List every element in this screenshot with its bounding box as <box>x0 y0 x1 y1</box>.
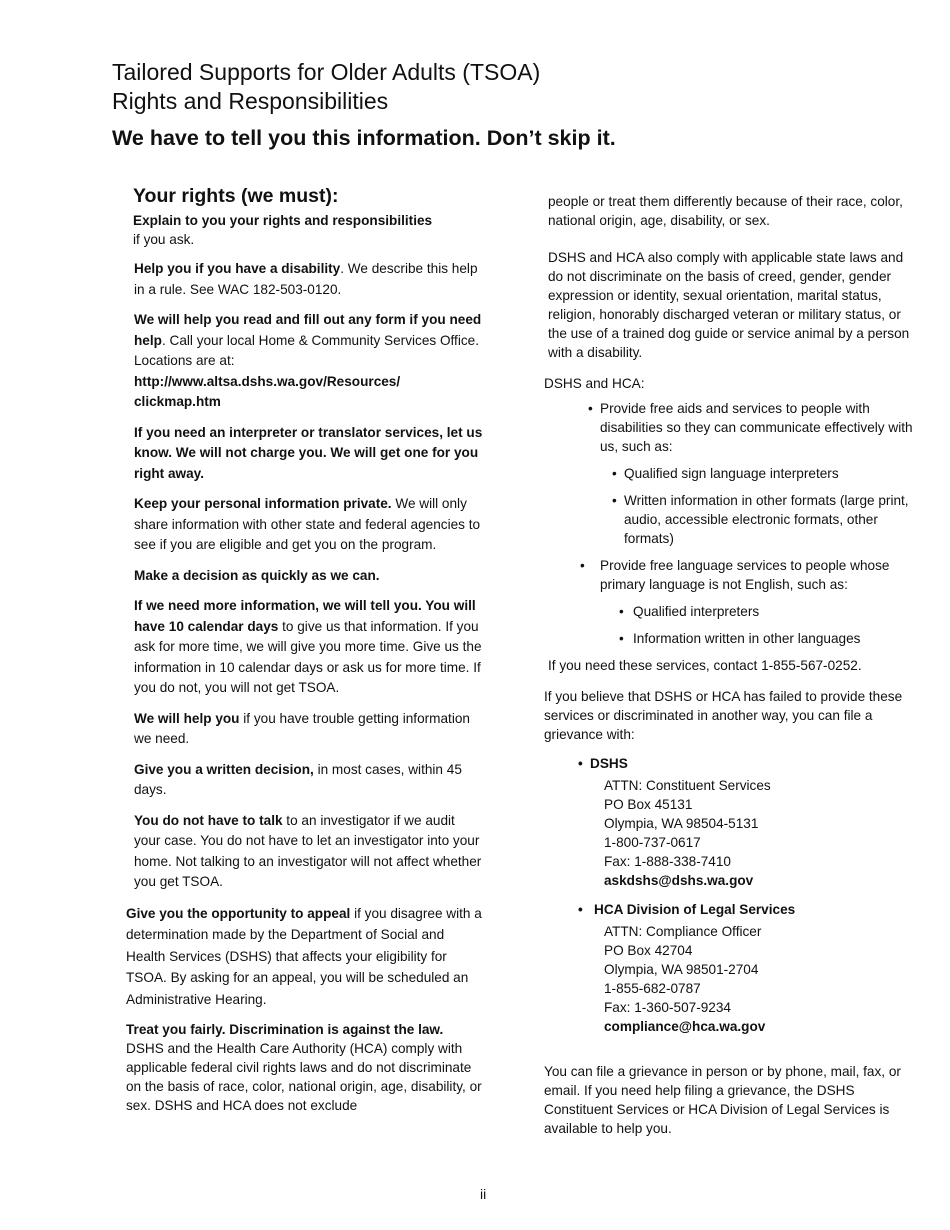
dshs-city: Olympia, WA 98504-5131 <box>604 816 759 831</box>
right-forms-bold: We will help you read and fill out any form if you need help <box>134 312 482 348</box>
hca-city: Olympia, WA 98501-2704 <box>604 962 759 977</box>
aids-subitem-text: Qualified sign language interpreters <box>624 466 839 481</box>
grievance-intro: If you believe that DSHS or HCA has failed to provide these services or discriminated in another way, you can file a grievance with: <box>544 689 903 742</box>
right-disability-rest: . We describe this help in a rule. See WAC 182-503-0120. <box>134 261 478 297</box>
contact-services: If you need these services, contact 1-855-567-0252. <box>548 658 862 673</box>
dshs-contact-block <box>604 776 916 890</box>
bullet-icon: • <box>619 631 624 646</box>
right-private <box>134 494 485 556</box>
language-list <box>580 556 916 594</box>
hca-fax: Fax: 1-360-507-9234 <box>604 1000 731 1015</box>
aids-sublist <box>612 464 916 548</box>
hca-po-box: PO Box 42704 <box>604 943 693 958</box>
right-decision-bold: Make a decision as quickly as we can. <box>134 567 380 583</box>
document-title-line-1: Tailored Supports for Older Adults (TSOA) <box>112 59 541 85</box>
language-subitem <box>619 602 916 621</box>
hca-contact-heading <box>578 900 916 919</box>
right-help-rest: if you have trouble getting information we need. <box>134 710 470 746</box>
bullet-icon: • <box>580 558 585 573</box>
dshs-contact-name: DSHS <box>590 756 628 771</box>
state-laws-paragraph: DSHS and HCA also comply with applicable state laws and do not discriminate on the basis of creed, gender, gender expression or identity, sexual orientation, marital status, religion, honorably discharged veteran or military status, or the use of a trained dog guide or service animal by a person with a disability. <box>548 250 910 360</box>
right-explain-bold: Explain to you your rights and responsibilities <box>133 213 433 228</box>
aids-subitem <box>612 491 916 548</box>
locations-url-line-1[interactable]: http://www.altsa.dshs.wa.gov/Resources/ <box>134 373 401 389</box>
right-appeal-rest: if you disagree with a determination made by the Department of Social and Health Services (DSHS) that affects your eligibility for TSOA. By asking for an appeal, you will be scheduled an Administrative Hearing. <box>126 905 482 1007</box>
rights-heading: Your rights (we must): <box>133 185 339 207</box>
language-subitem-text: Qualified interpreters <box>633 604 760 619</box>
dshs-phone: 1-800-737-0617 <box>604 835 701 850</box>
hca-attn: ATTN: Compliance Officer <box>604 924 762 939</box>
right-more-info-rest: to give us that information. If you ask for more time, we will give you more time. Give us the information in 10 calendar days or ask us for more time. If you do not, you will not get TSOA. <box>134 618 482 695</box>
right-interpreter <box>134 423 485 485</box>
right-help-bold: We will help you <box>134 710 240 726</box>
tagline: We have to tell you this information. Don’t skip it. <box>112 126 616 150</box>
hca-contact-block <box>604 922 916 1036</box>
rights-column <box>125 183 485 1125</box>
right-no-talk-bold: You do not have to talk <box>134 812 283 828</box>
right-more-info-bold: If we need more information, we will tell you. You will have 10 calendar days <box>134 598 476 634</box>
aids-subitem <box>612 464 916 483</box>
nondiscrimination-continued: people or treat them differently because of their race, color, national origin, age, disability, or sex. <box>548 194 903 228</box>
right-private-rest: We will only share information with other state and federal agencies to see if you are eligible and get you on the program. <box>134 496 481 552</box>
right-disability-bold: Help you if you have a disability <box>134 261 341 276</box>
right-help <box>134 709 485 750</box>
right-more-info <box>134 596 485 699</box>
language-subitem-text: Information written in other languages <box>633 631 861 646</box>
right-fair-treatment <box>126 1020 485 1115</box>
right-decision <box>134 566 485 587</box>
right-appeal <box>126 903 485 1011</box>
right-no-talk-rest: to an investigator if we audit your case. You do not have to let an investigator into your home. Not talking to an investigator will not affect whether you get TSOA. <box>134 812 482 889</box>
hca-phone: 1-855-682-0787 <box>604 981 701 996</box>
bullet-icon: • <box>612 466 617 481</box>
right-forms-rest: . Call your local Home & Community Services Office. Locations are at: <box>134 332 479 368</box>
language-item <box>580 556 916 594</box>
grievance-help: You can file a grievance in person or by phone, mail, fax, or email. If you need help filing a grievance, the DSHS Constituent Services or HCA Division of Legal Services is available to help you. <box>544 1064 901 1136</box>
dshs-contact-heading <box>578 754 916 773</box>
right-written-decision-rest: in most cases, within 45 days. <box>134 761 462 797</box>
right-appeal-bold: Give you the opportunity to appeal <box>126 905 351 921</box>
language-subitem <box>619 629 916 648</box>
hca-contact-name: HCA Division of Legal Services <box>594 902 796 917</box>
right-written-decision-bold: Give you a written decision, <box>134 761 314 777</box>
bullet-icon: • <box>619 604 624 619</box>
dshs-email-link[interactable]: askdshs@dshs.wa.gov <box>604 873 754 888</box>
aids-text: Provide free aids and services to people with disabilities so they can communicate effectively with us, such as: <box>600 401 913 454</box>
page-number: ii <box>480 1186 487 1202</box>
document-title-line-2: Rights and Responsibilities <box>112 88 389 114</box>
right-private-bold: Keep your personal information private. <box>134 496 392 511</box>
right-disability <box>134 259 485 300</box>
dshs-attn: ATTN: Constituent Services <box>604 778 771 793</box>
right-explain-rest: if you ask. <box>133 232 195 247</box>
right-interpreter-bold: If you need an interpreter or translator services, let us know. We will not charge you. We will get one for you right away. <box>134 424 483 481</box>
bullet-icon: • <box>612 493 617 508</box>
aids-subitem-text: Written information in other formats (large print, audio, accessible electronic formats, other formats) <box>624 493 909 546</box>
right-fair-treatment-rest: DSHS and the Health Care Authority (HCA) comply with applicable federal civil rights laws and do not discriminate on the basis of race, color, national origin, age, disability, or sex. DSHS and HCA does not exclude <box>126 1041 482 1113</box>
language-text: Provide free language services to people whose primary language is not English, such as: <box>600 558 890 592</box>
nondiscrimination-column <box>544 192 916 1156</box>
dshs-hca-label: DSHS and HCA: <box>544 376 645 391</box>
aids-item <box>588 399 916 456</box>
right-no-talk <box>134 811 485 893</box>
bullet-icon: • <box>578 902 583 917</box>
language-sublist <box>619 602 916 648</box>
right-written-decision <box>134 760 485 801</box>
right-explain <box>133 211 485 249</box>
right-fair-treatment-bold: Treat you fairly. Discrimination is against the law. <box>126 1022 444 1037</box>
dshs-po-box: PO Box 45131 <box>604 797 693 812</box>
bullet-icon: • <box>588 401 593 416</box>
right-forms <box>134 310 485 413</box>
bullet-icon: • <box>578 756 583 771</box>
hca-email-link[interactable]: compliance@hca.wa.gov <box>604 1019 766 1034</box>
dshs-fax: Fax: 1-888-338-7410 <box>604 854 731 869</box>
services-list <box>588 399 916 456</box>
locations-url-line-2[interactable]: clickmap.htm <box>134 394 221 409</box>
